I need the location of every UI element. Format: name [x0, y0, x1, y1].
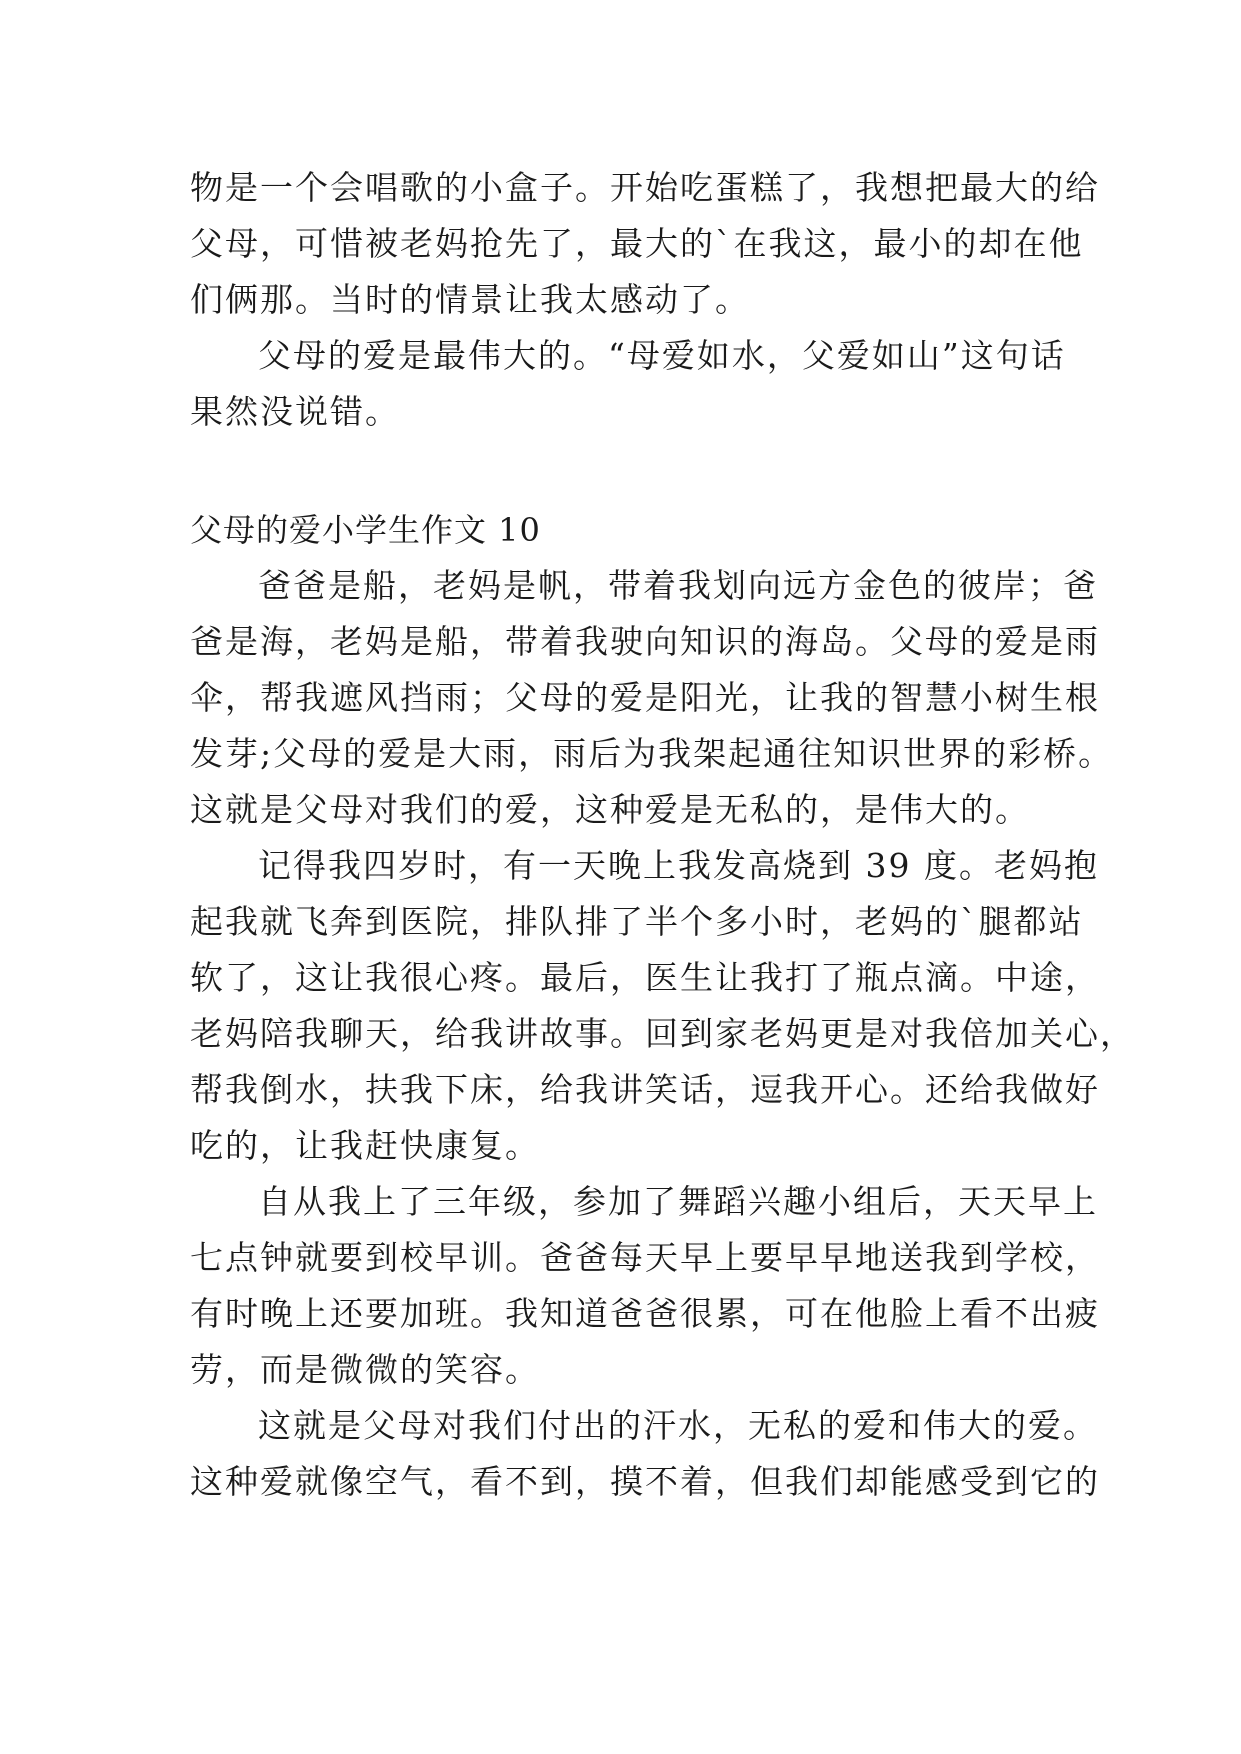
- paragraph-2: [190, 838, 1135, 1174]
- text-line: 这就是父母对我们的爱，这种爱是无私的，是伟大的。: [190, 790, 1030, 829]
- text-line: 果然没说错。: [190, 392, 400, 431]
- text-line: 伞，帮我遮风挡雨；父母的爱是阳光，让我的智慧小树生根: [190, 678, 1100, 717]
- text-line: 父母，可惜被老妈抢先了，最大的`在我这，最小的却在他: [190, 224, 1084, 263]
- paragraph-1: [190, 558, 1114, 838]
- text-line: 发芽;父母的爱是大雨，雨后为我架起通往知识世界的彩桥。: [190, 734, 1114, 773]
- text-line: 帮我倒水，扶我下床，给我讲笑话，逗我开心。还给我做好: [190, 1070, 1100, 1109]
- text-line: 自从我上了三年级，参加了舞蹈兴趣小组后，天天早上: [258, 1182, 1098, 1221]
- text-line: 有时晚上还要加班。我知道爸爸很累，可在他脸上看不出疲: [190, 1294, 1100, 1333]
- closing-paragraph: [190, 328, 1066, 440]
- text-line: 们俩那。当时的情景让我太感动了。: [190, 280, 750, 319]
- text-line: 劳，而是微微的笑容。: [190, 1350, 540, 1389]
- text-line: 软了，这让我很心疼。最后，医生让我打了瓶点滴。中途，: [190, 958, 1100, 997]
- text-line: 这就是父母对我们付出的汗水，无私的爱和伟大的爱。: [258, 1406, 1098, 1445]
- document-page: [190, 160, 1135, 1510]
- text-line: 物是一个会唱歌的小盒子。开始吃蛋糕了，我想把最大的给: [190, 168, 1100, 207]
- text-line: 老妈陪我聊天，给我讲故事。回到家老妈更是对我倍加关心，: [190, 1014, 1135, 1053]
- text-line: 爸是海，老妈是船，带着我驶向知识的海岛。父母的爱是雨: [190, 622, 1100, 661]
- text-line: 起我就飞奔到医院，排队排了半个多小时，老妈的`腿都站: [190, 902, 1084, 941]
- section-title: 父母的爱小学生作文 10: [190, 511, 541, 549]
- section-spacer: [190, 440, 1050, 502]
- text-line: 七点钟就要到校早训。爸爸每天早上要早早地送我到学校，: [190, 1238, 1100, 1277]
- text-line: 父母的爱是最伟大的。“母爱如水，父爱如山”这句话: [258, 336, 1066, 375]
- intro-paragraph: [190, 160, 1100, 328]
- text-line: 记得我四岁时，有一天晚上我发高烧到 39 度。老妈抱: [258, 846, 1099, 885]
- text-line: 这种爱就像空气，看不到，摸不着，但我们却能感受到它的: [190, 1462, 1100, 1501]
- text-line: 吃的，让我赶快康复。: [190, 1126, 540, 1165]
- text-line: 爸爸是船，老妈是帆，带着我划向远方金色的彼岸；爸: [258, 566, 1098, 605]
- paragraph-3: [190, 1174, 1100, 1398]
- paragraph-4: [190, 1398, 1100, 1510]
